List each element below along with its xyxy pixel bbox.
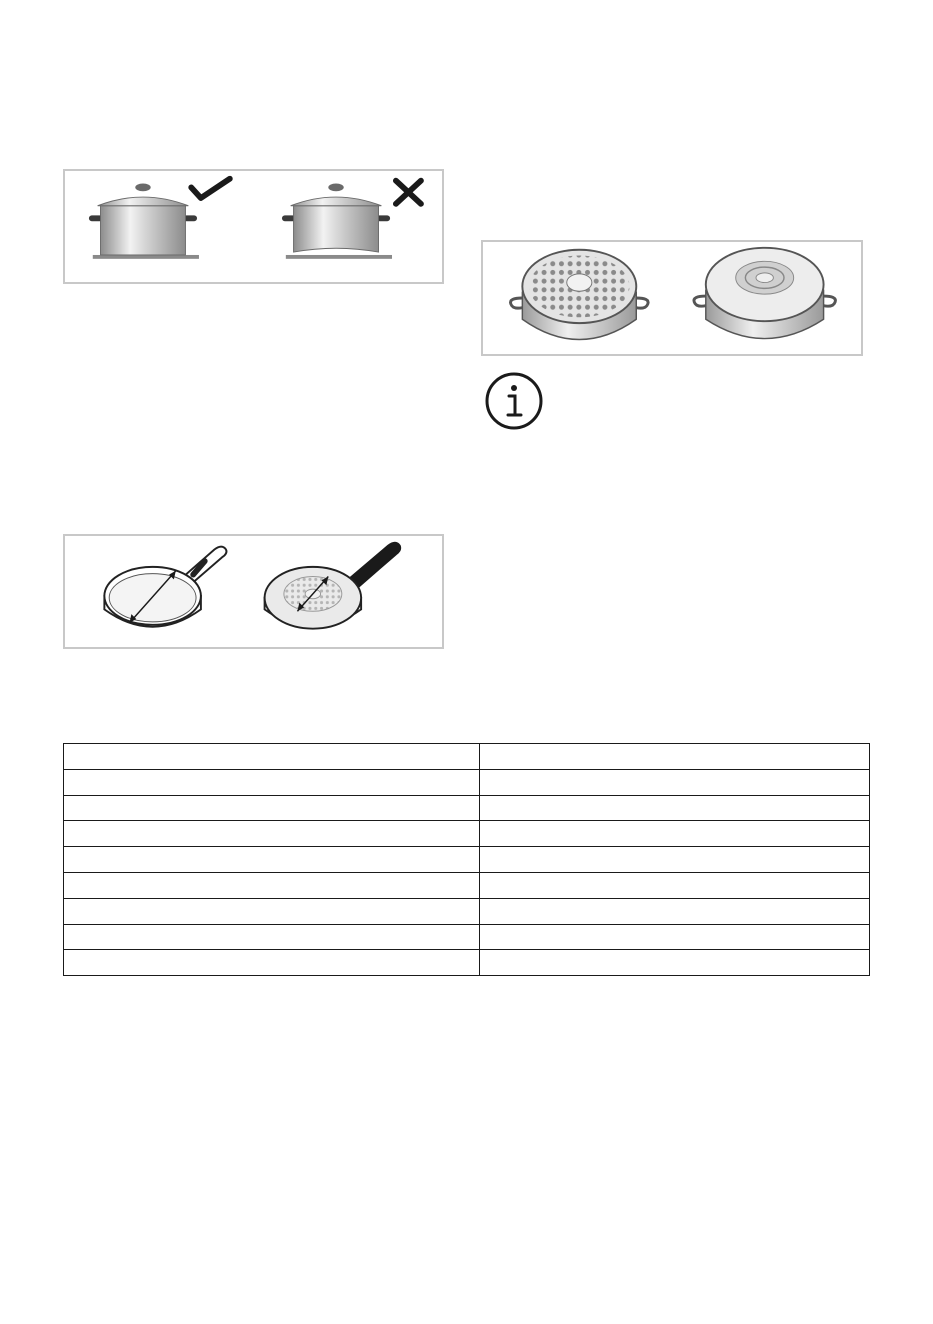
cross-mark-icon [396, 181, 421, 204]
table-cell [480, 821, 870, 847]
pot-handle-right [636, 298, 648, 308]
frying-pan-open [104, 547, 226, 627]
table-cell [64, 744, 480, 770]
pot-body [294, 206, 379, 252]
table-cell [64, 847, 480, 873]
table-cell [64, 821, 480, 847]
info-icon [484, 371, 544, 431]
table-cell [480, 795, 870, 821]
table-cell [480, 847, 870, 873]
table-row [64, 924, 870, 950]
table-cell [64, 872, 480, 898]
pot-lid [291, 197, 382, 206]
table-cell [480, 872, 870, 898]
table-row [64, 769, 870, 795]
hob-surface-right [286, 255, 392, 259]
table-row [64, 898, 870, 924]
pot-base-ringed [694, 248, 835, 339]
table-cell [64, 924, 480, 950]
pot-handle-left [511, 298, 523, 308]
pot-contact-illustration [65, 171, 442, 282]
pot-handle-left [694, 296, 706, 306]
hob-surface-left [93, 255, 199, 259]
lid-knob [328, 184, 343, 192]
pan-sizes-figure [63, 534, 444, 649]
frying-pan-textured-base [265, 543, 401, 629]
table-row [64, 821, 870, 847]
pot-flat-base [89, 184, 199, 259]
table-cell [480, 769, 870, 795]
check-mark-icon [191, 179, 230, 198]
table-row [64, 872, 870, 898]
table-cell [64, 795, 480, 821]
pot-body [101, 206, 186, 255]
table-row [64, 795, 870, 821]
pot-bases-illustration [483, 242, 861, 354]
table-cell [480, 898, 870, 924]
table-cell [64, 769, 480, 795]
pot-handle-right [824, 296, 836, 306]
table-row [64, 744, 870, 770]
table-cell [480, 950, 870, 976]
pan-handle [350, 543, 401, 586]
table-row [64, 950, 870, 976]
table-row [64, 847, 870, 873]
table-cell [480, 744, 870, 770]
pot-lid [98, 197, 189, 206]
pot-base-center [567, 274, 592, 291]
pot-base-perforated [511, 250, 649, 340]
pot-base-ring-inner [756, 273, 773, 283]
pot-bases-figure [481, 240, 863, 356]
pan-sizes-illustration [65, 536, 442, 647]
spec-table-body [64, 744, 870, 976]
table-cell [64, 950, 480, 976]
pot-contact-figure [63, 169, 444, 284]
table-cell [64, 898, 480, 924]
lid-knob [135, 184, 150, 192]
pot-warped-base [282, 184, 392, 259]
table-cell [480, 924, 870, 950]
spec-table [63, 743, 870, 976]
